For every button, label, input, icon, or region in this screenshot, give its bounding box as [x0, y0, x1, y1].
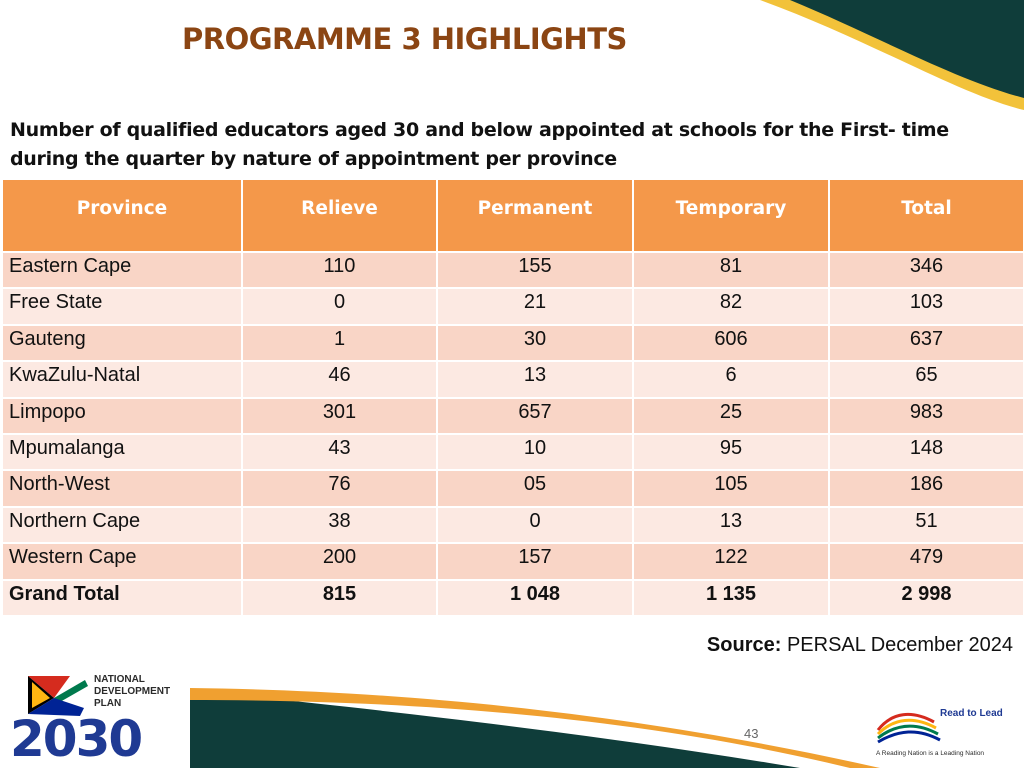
relieve-cell: 76 — [242, 470, 437, 506]
total-cell: 637 — [829, 325, 1024, 361]
column-header: Temporary — [633, 179, 829, 252]
ndp-line1: NATIONAL — [94, 674, 145, 685]
permanent-cell: 30 — [437, 325, 633, 361]
overall-total: 2 998 — [829, 580, 1024, 616]
column-header: Permanent — [437, 179, 633, 252]
temporary-total: 1 135 — [633, 580, 829, 616]
column-header: Province — [2, 179, 242, 252]
read-to-lead-title: Read to Lead — [940, 708, 1003, 719]
relieve-total: 815 — [242, 580, 437, 616]
column-header: Total — [829, 179, 1024, 252]
grand-total-row — [2, 580, 1024, 616]
total-cell: 479 — [829, 543, 1024, 579]
total-cell: 346 — [829, 252, 1024, 288]
source-label: Source: — [706, 634, 782, 656]
table-row — [2, 288, 1024, 324]
table-row — [2, 252, 1024, 288]
relieve-cell: 200 — [242, 543, 437, 579]
permanent-cell: 657 — [437, 398, 633, 434]
book-swoosh-icon — [878, 714, 940, 742]
permanent-cell: 157 — [437, 543, 633, 579]
page-number: 43 — [744, 726, 759, 741]
province-cell: Eastern Cape — [2, 252, 242, 288]
temporary-cell: 606 — [633, 325, 829, 361]
read-to-lead-logo — [872, 700, 1022, 760]
table-row — [2, 434, 1024, 470]
total-cell: 186 — [829, 470, 1024, 506]
relieve-cell: 1 — [242, 325, 437, 361]
permanent-cell: 05 — [437, 470, 633, 506]
province-cell: Limpopo — [2, 398, 242, 434]
province-cell: North-West — [2, 470, 242, 506]
permanent-cell: 21 — [437, 288, 633, 324]
source-text: PERSAL December 2024 — [786, 634, 1013, 656]
ndp-line2: DEVELOPMENT — [94, 686, 171, 697]
province-cell: Mpumalanga — [2, 434, 242, 470]
table-row — [2, 470, 1024, 506]
permanent-cell: 13 — [437, 361, 633, 397]
temporary-cell: 105 — [633, 470, 829, 506]
table-caption: Number of qualified educators aged 30 and below appointed at schools for the First- time during the quarter by nature of appointment per province — [10, 119, 949, 170]
ndp-year: 2030 — [10, 710, 142, 760]
ndp-2030-logo — [10, 668, 190, 760]
source-note — [707, 634, 1013, 657]
temporary-cell: 13 — [633, 507, 829, 543]
total-cell: 103 — [829, 288, 1024, 324]
relieve-cell: 110 — [242, 252, 437, 288]
permanent-cell: 0 — [437, 507, 633, 543]
table-row — [2, 325, 1024, 361]
table-row — [2, 507, 1024, 543]
read-to-lead-tagline: A Reading Nation is a Leading Nation — [876, 750, 985, 757]
table-row — [2, 543, 1024, 579]
relieve-cell: 301 — [242, 398, 437, 434]
appointments-table — [1, 178, 1024, 617]
province-cell: Gauteng — [2, 325, 242, 361]
relieve-cell: 43 — [242, 434, 437, 470]
slide-title: PROGRAMME 3 HIGHLIGHTS — [182, 22, 627, 56]
temporary-cell: 122 — [633, 543, 829, 579]
temporary-cell: 95 — [633, 434, 829, 470]
province-cell: Northern Cape — [2, 507, 242, 543]
province-cell: Western Cape — [2, 543, 242, 579]
total-cell: 65 — [829, 361, 1024, 397]
permanent-cell: 155 — [437, 252, 633, 288]
relieve-cell: 0 — [242, 288, 437, 324]
permanent-total: 1 048 — [437, 580, 633, 616]
total-cell: 983 — [829, 398, 1024, 434]
temporary-cell: 82 — [633, 288, 829, 324]
table-header-row — [2, 179, 1024, 252]
total-cell: 51 — [829, 507, 1024, 543]
province-cell: KwaZulu-Natal — [2, 361, 242, 397]
total-cell: 148 — [829, 434, 1024, 470]
relieve-cell: 38 — [242, 507, 437, 543]
permanent-cell: 10 — [437, 434, 633, 470]
temporary-cell: 6 — [633, 361, 829, 397]
grand-total-label: Grand Total — [2, 580, 242, 616]
table-row — [2, 398, 1024, 434]
ndp-line3: PLAN — [94, 698, 122, 709]
province-cell: Free State — [2, 288, 242, 324]
temporary-cell: 25 — [633, 398, 829, 434]
relieve-cell: 46 — [242, 361, 437, 397]
temporary-cell: 81 — [633, 252, 829, 288]
table-row — [2, 361, 1024, 397]
column-header: Relieve — [242, 179, 437, 252]
